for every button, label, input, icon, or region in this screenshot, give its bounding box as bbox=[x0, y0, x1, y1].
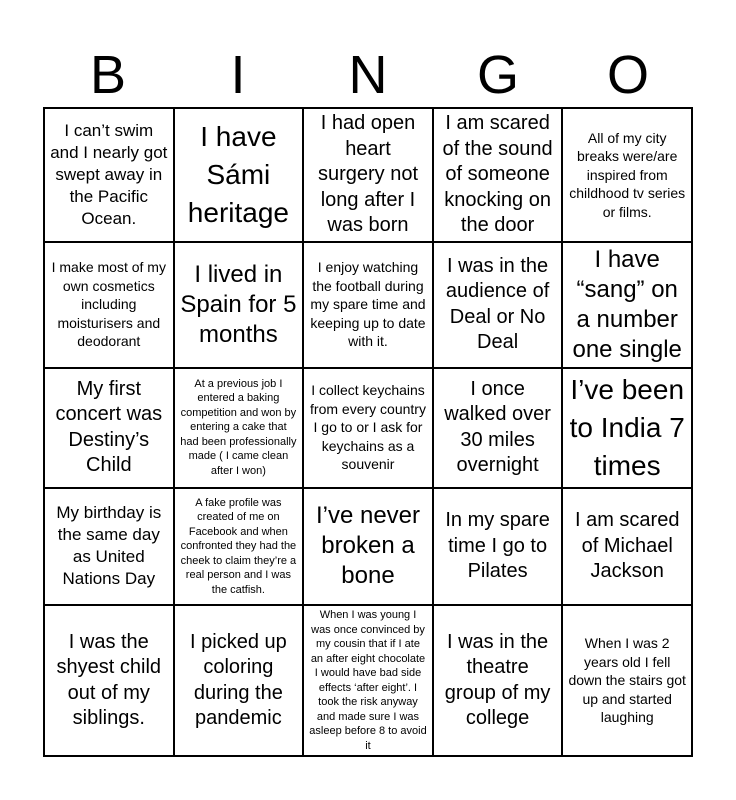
header-letter-b: B bbox=[89, 45, 127, 105]
bingo-cell[interactable]: I was the shyest child out of my siblings. bbox=[45, 606, 175, 757]
bingo-cell[interactable]: I’ve been to India 7 times bbox=[563, 369, 693, 489]
header-letter-i: I bbox=[230, 45, 246, 105]
bingo-cell[interactable]: I can’t swim and I nearly got swept away in the Pacific Ocean. bbox=[45, 109, 175, 243]
header-letter-g: G bbox=[476, 45, 519, 105]
bingo-cell[interactable]: I’ve never broken a bone bbox=[304, 489, 434, 607]
bingo-cell[interactable]: I picked up coloring during the pandemic bbox=[175, 606, 305, 757]
bingo-cell[interactable]: At a previous job I entered a baking competition and won by entering a cake that had been professionally made ( I came clean after I won) bbox=[175, 369, 305, 489]
bingo-cell[interactable]: All of my city breaks were/are inspired from childhood tv series or films. bbox=[563, 109, 693, 243]
bingo-cell[interactable]: I am scared of Michael Jackson bbox=[563, 489, 693, 607]
bingo-cell[interactable]: I once walked over 30 miles overnight bbox=[434, 369, 564, 489]
bingo-cell[interactable]: My birthday is the same day as United Nations Day bbox=[45, 489, 175, 607]
bingo-cell[interactable]: When I was 2 years old I fell down the stairs got up and started laughing bbox=[563, 606, 693, 757]
bingo-cell[interactable]: I make most of my own cosmetics including moisturisers and deodorant bbox=[45, 243, 175, 369]
bingo-cell[interactable]: My first concert was Destiny’s Child bbox=[45, 369, 175, 489]
bingo-cell[interactable]: I enjoy watching the football during my spare time and keeping up to date with it. bbox=[304, 243, 434, 369]
bingo-cell[interactable]: I lived in Spain for 5 months bbox=[175, 243, 305, 369]
bingo-cell[interactable]: I am scared of the sound of someone knocking on the door bbox=[434, 109, 564, 243]
bingo-cell[interactable]: I had open heart surgery not long after I was born bbox=[304, 109, 434, 243]
bingo-cell[interactable]: In my spare time I go to Pilates bbox=[434, 489, 564, 607]
bingo-cell[interactable]: I have “sang” on a number one single bbox=[563, 243, 693, 369]
header-letter-n: N bbox=[348, 45, 388, 105]
bingo-grid bbox=[43, 107, 693, 757]
bingo-cell[interactable]: I was in the audience of Deal or No Deal bbox=[434, 243, 564, 369]
bingo-cell[interactable]: A fake profile was created of me on Facebook and when confronted they had the cheek to claim they’re a real person and I was the catfish. bbox=[175, 489, 305, 607]
bingo-header bbox=[43, 44, 693, 106]
bingo-cell[interactable]: I collect keychains from every country I go to or I ask for keychains as a souvenir bbox=[304, 369, 434, 489]
bingo-cell[interactable]: When I was young I was once convinced by my cousin that if I ate an after eight chocolate I would have bad side effects ‘after eight’. I took the risk anyway and made sure I was asleep before 8 to avoid it bbox=[304, 606, 434, 757]
bingo-cell[interactable]: I have Sámi heritage bbox=[175, 109, 305, 243]
header-letter-o: O bbox=[606, 45, 649, 105]
bingo-cell[interactable]: I was in the theatre group of my college bbox=[434, 606, 564, 757]
